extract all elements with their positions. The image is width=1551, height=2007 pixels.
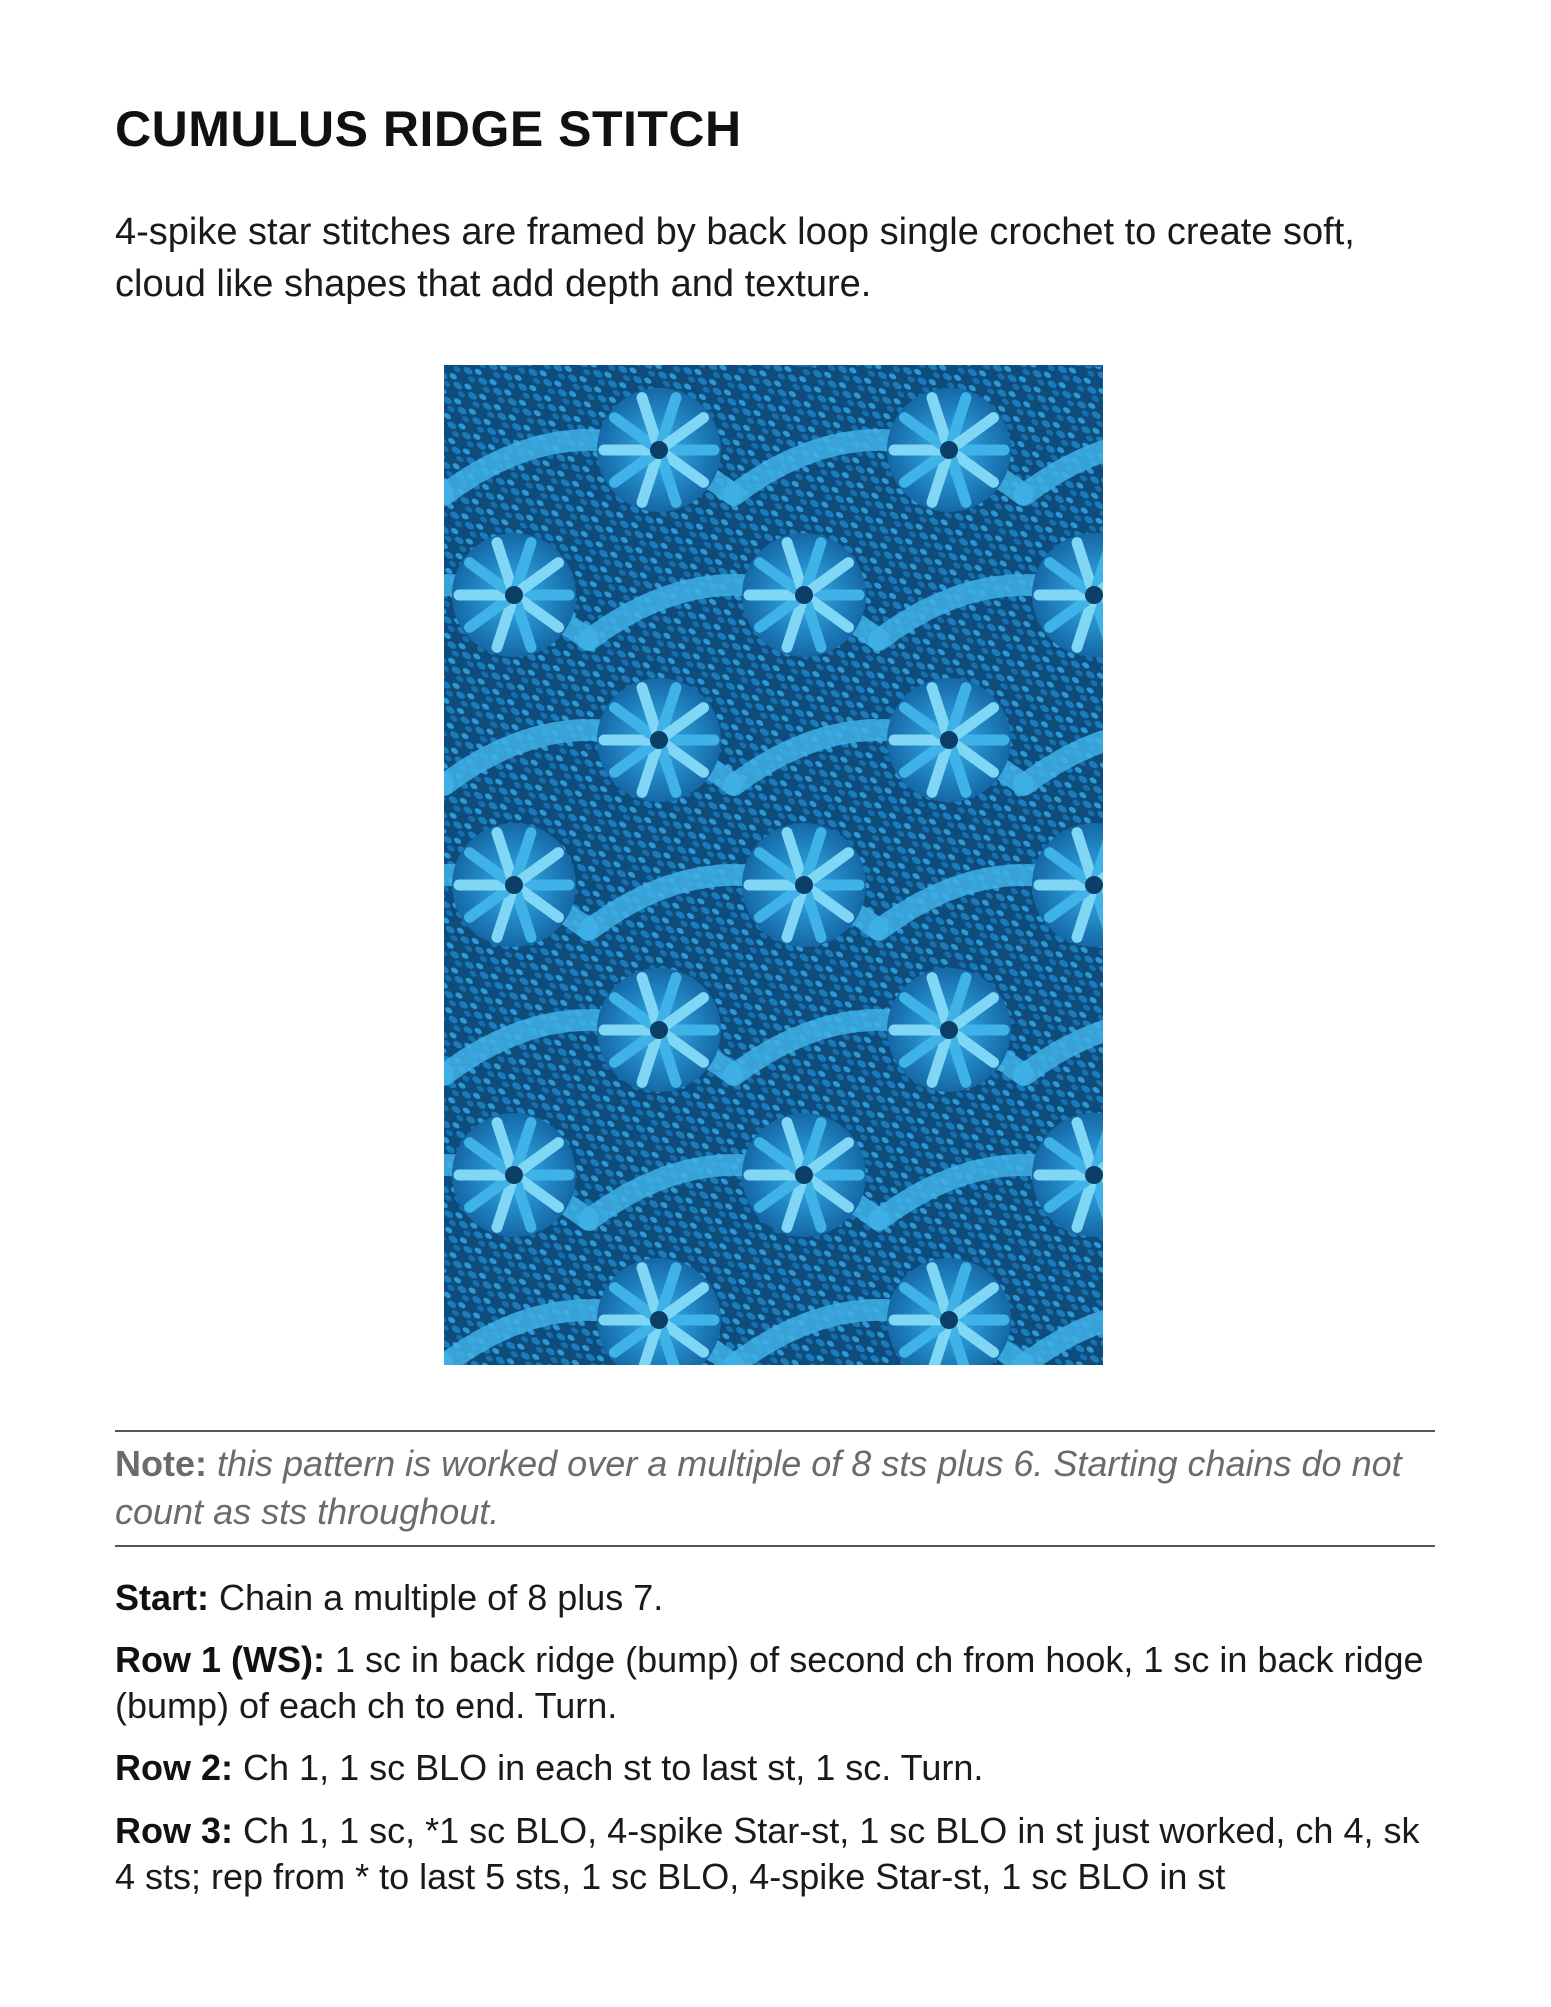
note-bottom-divider	[115, 1545, 1435, 1547]
instruction-start	[115, 1575, 1445, 1621]
page-title: CUMULUS RIDGE STITCH	[115, 101, 742, 157]
row1-label: Row 1 (WS):	[115, 1639, 325, 1680]
instruction-row-1	[115, 1637, 1445, 1729]
pattern-note	[115, 1440, 1440, 1536]
row1-text: 1 sc in back ridge (bump) of second ch from hook, 1 sc in back ridge (bump) of each ch to end. Turn.	[115, 1639, 1424, 1726]
row3-text: Ch 1, 1 sc, *1 sc BLO, 4-spike Star-st, 1 sc BLO in st just worked, ch 4, sk 4 sts; rep from * to last 5 sts, 1 sc BLO, 4-spike Star-st, 1 sc BLO in st	[115, 1810, 1420, 1897]
row3-label: Row 3:	[115, 1810, 234, 1851]
stitch-photo	[444, 365, 1103, 1365]
intro-paragraph: 4-spike star stitches are framed by back loop single crochet to create soft, cloud like shapes that add depth and texture.	[115, 211, 1355, 305]
note-text: this pattern is worked over a multiple of 8 sts plus 6. Starting chains do not count as sts throughout.	[115, 1443, 1402, 1532]
start-label: Start:	[115, 1577, 210, 1618]
row2-label: Row 2:	[115, 1747, 234, 1788]
instruction-row-3	[115, 1808, 1445, 1900]
instruction-row-2	[115, 1745, 1445, 1791]
note-label: Note:	[115, 1443, 207, 1484]
note-top-divider	[115, 1430, 1435, 1432]
row2-text: Ch 1, 1 sc BLO in each st to last st, 1 sc. Turn.	[243, 1747, 984, 1788]
start-text: Chain a multiple of 8 plus 7.	[219, 1577, 664, 1618]
